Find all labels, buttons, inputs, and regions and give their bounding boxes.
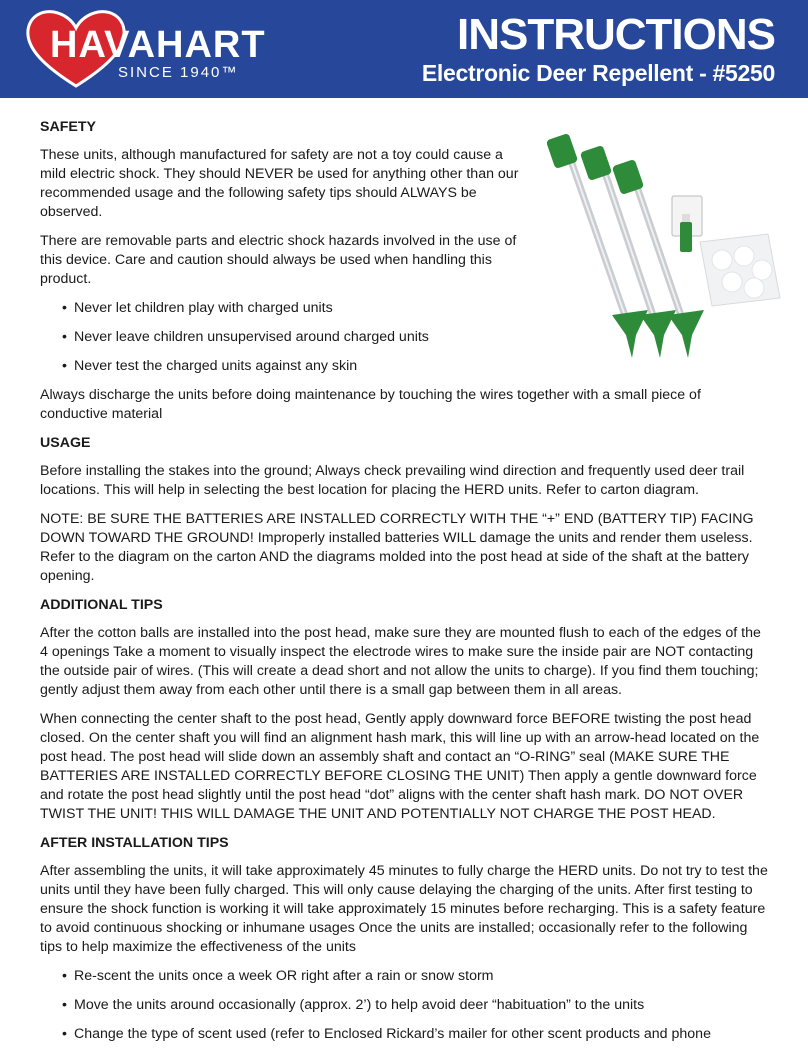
after-installation-paragraph-1: After assembling the units, it will take approximately 45 minutes to fully charge the HERD units. Do not try to test the units until they have been fully charged. This will only cause delaying the charging of the units. After first testing to ensure the shock function is working it will take approximately 15 minutes before recharging. This is a safety feature to avoid continuous shocking or inhumane usages Once the units are installed; occasionally refer to the following tips to help maximize the effectiveness of the units xyxy=(40,863,768,955)
safety-bullet-list xyxy=(40,299,772,376)
safety-paragraph-1: These units, although manufactured for safety are not a toy could cause a mild electric shock. They should NEVER be used for anything other than our recommended usage and the following safety tips should ALWAYS be observed. xyxy=(40,147,519,220)
after-installation-bullet-list xyxy=(40,967,772,1044)
safety-paragraph-3: Always discharge the units before doing maintenance by touching the wires together with a small piece of conductive material xyxy=(40,387,701,422)
brand-name: HAVAHART xyxy=(50,24,266,66)
usage-paragraph-2: NOTE: BE SURE THE BATTERIES ARE INSTALLED CORRECTLY WITH THE “+” END (BATTERY TIP) FACING DOWN TOWARD THE GROUND! Improperly installed batteries WILL damage the units and render them useless. Refer to the diagram on the carton AND the diagrams molded into the post head at side of the shaft at the battery opening. xyxy=(40,511,754,584)
list-item: • Never leave children unsupervised around charged units xyxy=(74,328,772,347)
header-banner xyxy=(0,0,808,98)
additional-tips-heading: ADDITIONAL TIPS xyxy=(40,597,163,613)
instructions-body xyxy=(40,118,772,1054)
safety-heading: SAFETY xyxy=(40,119,96,135)
page-subtitle: Electronic Deer Repellent - #5250 xyxy=(421,60,775,86)
list-item: • Never let children play with charged units xyxy=(74,299,772,318)
brand-since: SINCE 1940™ xyxy=(118,64,239,81)
page-title: INSTRUCTIONS xyxy=(457,10,775,59)
additional-tips-paragraph-1: After the cotton balls are installed into the post head, make sure they are mounted flush to each of the edges of the 4 openings Take a moment to visually inspect the electrode wires to make sure the inside pair are NOT contacting the outside pair of wires. (This will create a dead short and not allow the units to charge). If you find them touching; gently adjust them away from each other until there is a small gap between them in all areas. xyxy=(40,625,761,698)
safety-paragraph-2: There are removable parts and electric shock hazards involved in the use of this device. Care and caution should always be used when handling this product. xyxy=(40,233,517,287)
additional-tips-paragraph-2: When connecting the center shaft to the post head, Gently apply downward force BEFORE twisting the post head closed. On the center shaft you will find an alignment hash mark, this will line up with an arrow-head located on the post head. The post head will slide down an assembly shaft and contact an “O-RING” seal (MAKE SURE THE BATTERIES ARE INSTALLED CORRECTLY BEFORE CLOSING THE UNIT) Then apply a gentle downward force and rotate the post head slightly until the post head “dot” aligns with the center shaft hash mark. DO NOT OVER TWIST THE UNIT! THIS WILL DAMAGE THE UNIT AND POTENTIALLY NOT CHARGE THE POST HEAD. xyxy=(40,711,760,822)
list-item: • Re-scent the units once a week OR right after a rain or snow storm xyxy=(74,967,772,986)
list-item: • Change the type of scent used (refer to Enclosed Rickard’s mailer for other scent products and phone xyxy=(74,1025,772,1044)
usage-paragraph-1: Before installing the stakes into the ground; Always check prevailing wind direction and frequently used deer trail locations. This will help in selecting the best location for placing the HERD units. Refer to carton diagram. xyxy=(40,463,745,498)
usage-heading: USAGE xyxy=(40,435,91,451)
list-item: • Move the units around occasionally (approx. 2’) to help avoid deer “habituation” to the units xyxy=(74,996,772,1015)
after-installation-heading: AFTER INSTALLATION TIPS xyxy=(40,835,229,851)
list-item: • Never test the charged units against any skin xyxy=(74,357,772,376)
